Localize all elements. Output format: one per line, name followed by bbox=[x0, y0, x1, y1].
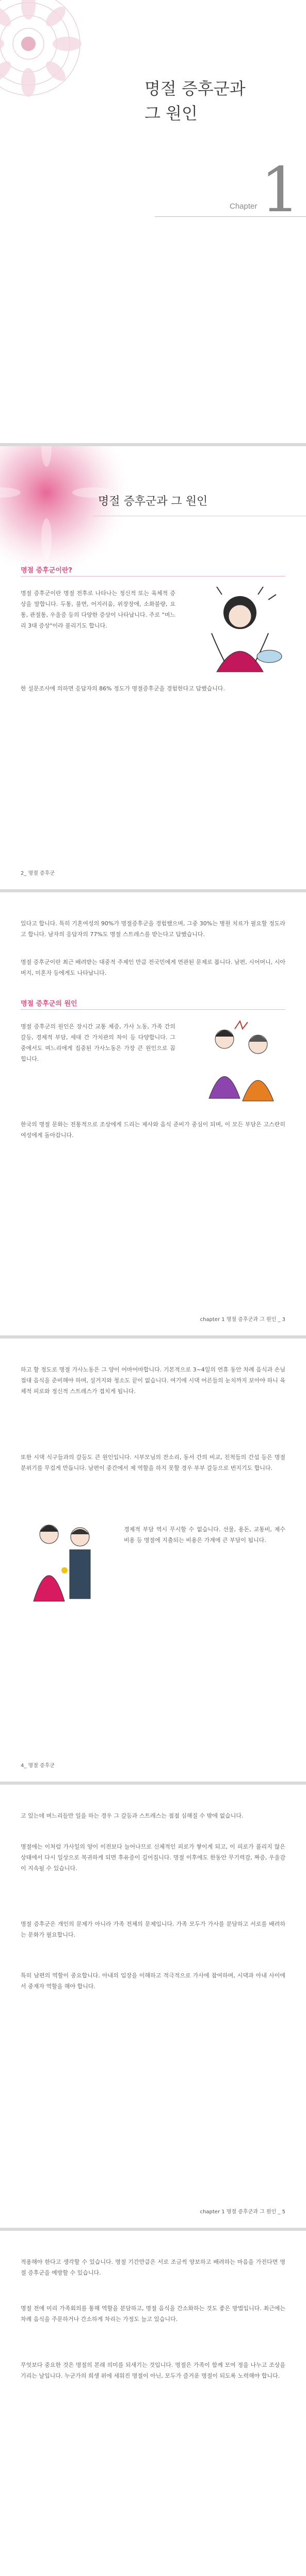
subheading-causes: 명절 증후군의 원인 bbox=[21, 1000, 77, 1008]
floral-mandala-decoration bbox=[0, 0, 88, 103]
family-conflict-illustration bbox=[196, 1016, 284, 1104]
prevention-page bbox=[0, 2231, 306, 2576]
subheading-rule bbox=[21, 1009, 285, 1010]
paragraph: 한 설문조사에 의하면 응답자의 86% 정도가 명절증후군을 경험한다고 답했습니다. bbox=[21, 685, 225, 692]
section-intro-page bbox=[0, 446, 306, 889]
chapter-number: 1 bbox=[261, 155, 300, 226]
page-footer: chapter 1 명절 증후군과 그 원인 _ 5 bbox=[200, 2209, 285, 2215]
paragraph: 한국의 명절 문화는 전통적으로 조상에게 드리는 제사와 음식 준비가 중심이 되며, 이 모든 부담은 고스란히 여성에게 돌아갑니다. bbox=[21, 1121, 285, 1139]
paragraph: 명절 전에 미리 가족회의를 통해 역할을 분담하고, 명절 음식을 간소화하는 것도 좋은 방법입니다. 최근에는 차례 음식을 주문하거나 간소하게 차리는 가정도 늘고 있습니다. bbox=[21, 2305, 285, 2323]
paragraph: 하고 할 정도로 명절 가사노동은 그 양이 어마어마합니다. 기본적으로 3~4일의 연휴 동안 차례 음식과 손님 접대 음식을 준비해야 하며, 설거지와 청소도 끝이 없습니다. 여기에 시댁 어른들의 눈치까지 보아야 하니 육체적 피로와 정신적 스트레스가 겹치게 됩니다. bbox=[21, 1366, 285, 1395]
subheading-definition: 명절 증후군이란? bbox=[21, 567, 72, 574]
paragraph: 있다고 합니다. 특히 기혼여성의 90%가 명절증후군을 경험했으며, 그중 30%는 병원 치료가 필요할 정도라고 합니다. 남자의 응답자의 77%도 명절 스트레스를 받는다고 답했습니다. bbox=[21, 920, 285, 938]
chapter-title-line1: 명절 증후군과 bbox=[144, 79, 246, 98]
page-footer: 2_ 명절 증후군 bbox=[21, 871, 55, 876]
page-footer: chapter 1 명절 증후군과 그 원인 _ 3 bbox=[200, 1317, 285, 1323]
paragraph: 명절 증후군이란 명절 전후로 나타나는 정신적 또는 육체적 증상을 말합니다. 두통, 불면, 어지러움, 위장장애, 소화불량, 요통, 관절통, 우울증 등의 다양한 증상이 나타납니다. 주로 "며느리 3대 증상"이라 불리기도 합니다. bbox=[21, 590, 175, 629]
chapter-cover-page bbox=[0, 0, 306, 443]
section-title: 명절 증후군과 그 원인 bbox=[98, 495, 208, 508]
causes-page bbox=[0, 892, 306, 1335]
paragraph: 무엇보다 중요한 것은 명절의 본래 의미를 되새기는 것입니다. 명절은 가족이 함께 모여 정을 나누고 조상을 기리는 날입니다. 누군가의 희생 위에 세워진 명절이 아닌, 모두가 즐거운 명절이 되도록 노력해야 합니다. bbox=[21, 2362, 285, 2379]
couple-illustration bbox=[21, 1514, 108, 1606]
aftermath-page bbox=[0, 1785, 306, 2228]
housework-page bbox=[0, 1338, 306, 1782]
page-footer: 4_ 명절 증후군 bbox=[21, 1763, 55, 1769]
paragraph: 명절 증후군은 개인의 문제가 아니라 가족 전체의 문제입니다. 가족 모두가 가사를 분담하고 서로를 배려하는 문화가 필요합니다. bbox=[21, 1921, 285, 1938]
chapter-label: Chapter bbox=[230, 202, 257, 211]
paragraph: 또한 시댁 식구들과의 갈등도 큰 원인입니다. 시부모님의 잔소리, 동서 간의 비교, 친척들의 간섭 등은 명절 분위기를 무겁게 만듭니다. 남편이 중간에서 제 역할을 하지 못할 경우 부부 갈등으로 번지기도 합니다. bbox=[21, 1454, 285, 1471]
paragraph: 명절 증후군의 원인은 장시간 교통 체증, 가사 노동, 가족 간의 갈등, 경제적 부담, 세대 간 가치관의 차이 등 다양합니다. 그 중에서도 며느리에게 집중된 가사노동은 가장 큰 원인으로 꼽힙니다. bbox=[21, 1023, 175, 1062]
pink-burst-decoration bbox=[0, 446, 155, 601]
paragraph: 경제적 부담 역시 무시할 수 없습니다. 선물, 용돈, 교통비, 제수 비용 등 명절에 지출되는 비용은 가계에 큰 부담이 됩니다. bbox=[124, 1526, 285, 1544]
chapter-title-line2: 그 원인 bbox=[144, 104, 198, 123]
paragraph: 특히 남편의 역할이 중요합니다. 아내의 입장을 이해하고 적극적으로 가사에 참여하며, 시댁과 아내 사이에서 중재자 역할을 해야 합니다. bbox=[21, 1972, 285, 1990]
stressed-woman-illustration bbox=[196, 584, 284, 674]
paragraph: 명절에는 이처럼 가사일의 양이 이전보다 늘어나므로 신체적인 피로가 쌓이게 되고, 이 피로가 풀리지 않은 상태에서 다시 일상으로 복귀하게 되면 후유증이 길어집니다. 명절 이후에도 한동안 무기력감, 짜증, 우울감이 지속될 수 있습니다. bbox=[21, 1843, 285, 1872]
paragraph: 적용해야 한다고 생각할 수 있습니다. 명절 기간만큼은 서로 조금씩 양보하고 배려하는 마음을 가진다면 명절 증후군을 예방할 수 있습니다. bbox=[21, 2259, 285, 2276]
paragraph: 명절 증후군이란 최근 배려받는 대중적 주제인 만큼 전국민에게 연관된 문제로 봅니다. 남편, 시어머니, 시아버지, 미혼자 등에게도 나타납니다. bbox=[21, 959, 285, 976]
paragraph: 고 있는데 며느리들만 일을 하는 경우 그 갈등과 스트레스는 점점 심해질 수 밖에 없습니다. bbox=[21, 1812, 244, 1819]
subheading-rule bbox=[21, 576, 285, 577]
